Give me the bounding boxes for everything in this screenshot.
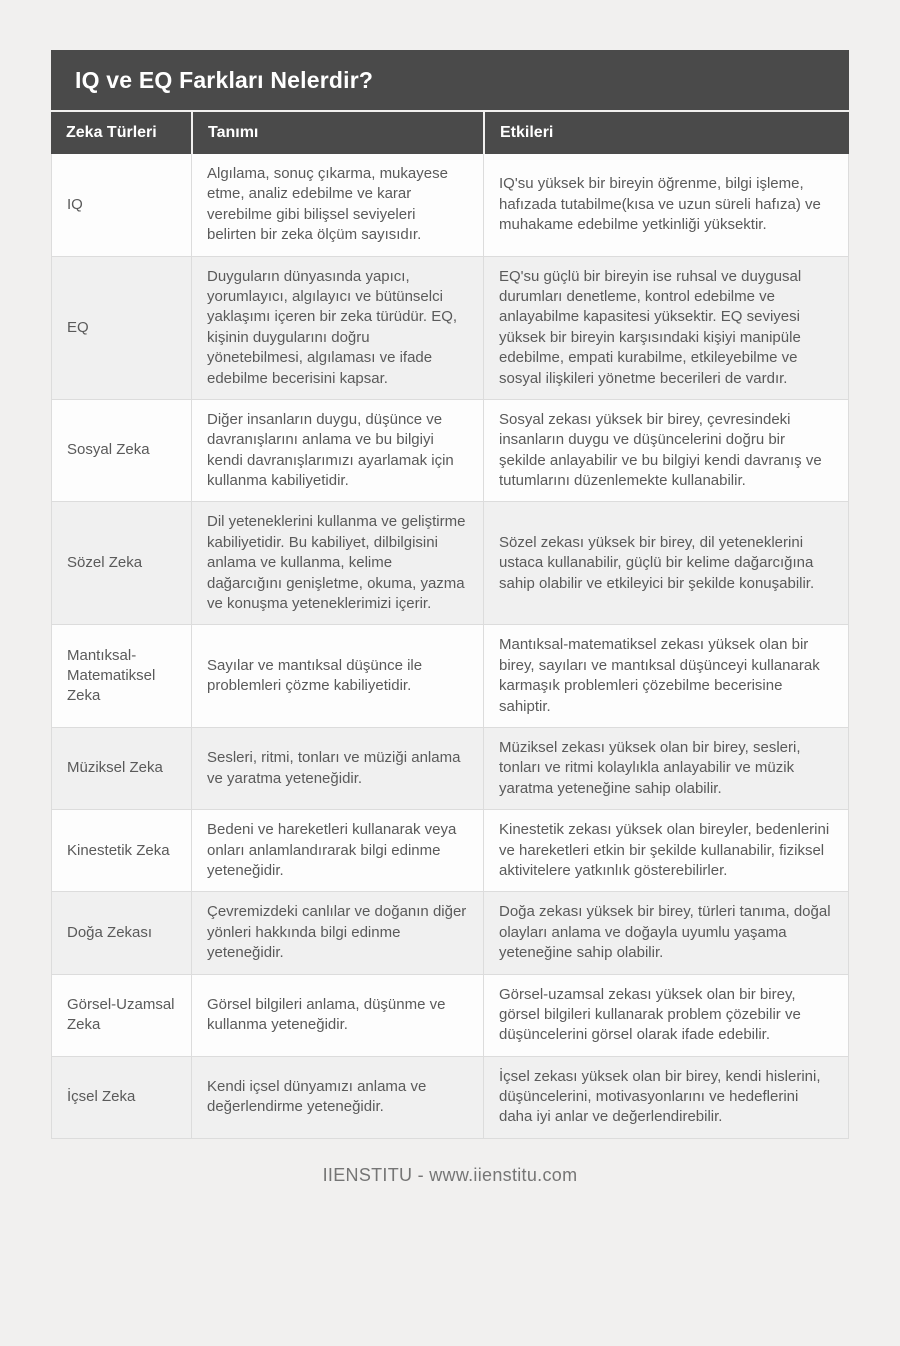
table-row [51,810,849,892]
table-row [51,154,849,257]
definition-cell: Çevremizdeki canlılar ve doğanın diğer yönleri hakkında bilgi edinme yeteneğidir. [191,892,483,974]
effects-cell: Görsel-uzamsal zekası yüksek olan bir birey, görsel bilgileri kullanarak problem çözebilir ve düşüncelerini görsel olarak ifade edebilir. [483,975,849,1057]
intelligence-type-cell: Kinestetik Zeka [51,810,191,892]
footer-credit: IIENSTITU - www.iienstitu.com [322,1164,578,1185]
page-title: IQ ve EQ Farkları Nelerdir? [51,50,849,110]
effects-cell: EQ'su güçlü bir bireyin ise ruhsal ve duygusal durumları denetleme, kontrol edebilme ve anlayabilme kapasitesi yüksektir. EQ seviyesi yüksek bir bireyin karşısındaki kişiyi manipüle edebilme, empati kurabilme, etkileyebilme ve sosyal ilişkileri yönetme becerileri de vardır. [483,257,849,400]
definition-cell: Bedeni ve hareketleri kullanarak veya onları anlamlandırarak bilgi edinme yeteneğidir. [191,810,483,892]
intelligence-type-cell: Görsel-Uzamsal Zeka [51,975,191,1057]
definition-cell: Diğer insanların duygu, düşünce ve davranışlarını anlama ve bu bilgiyi kendi davranışlarımızı ayarlamak için kullanma kabiliyetidir. [191,400,483,503]
intelligence-type-cell: Sözel Zeka [51,502,191,625]
table-header-row [51,112,849,154]
intelligence-type-cell: Sosyal Zeka [51,400,191,503]
column-header-effects: Etkileri [483,112,849,154]
table-row [51,257,849,400]
effects-cell: IQ'su yüksek bir bireyin öğrenme, bilgi işleme, hafızada tutabilme(kısa ve uzun süreli hafıza) ve muhakame edebilme yetkinliği yüksektir. [483,154,849,257]
intelligence-type-cell: Mantıksal-Matematiksel Zeka [51,625,191,728]
definition-cell: Kendi içsel dünyamızı anlama ve değerlendirme yeteneğidir. [191,1057,483,1139]
definition-cell: Sayılar ve mantıksal düşünce ile problemleri çözme kabiliyetidir. [191,625,483,728]
intelligence-type-cell: İçsel Zeka [51,1057,191,1139]
effects-cell: Doğa zekası yüksek bir birey, türleri tanıma, doğal olayları anlama ve doğayla uyumlu yaşama yeteneğine sahip olabilir. [483,892,849,974]
definition-cell: Duyguların dünyasında yapıcı, yorumlayıcı, algılayıcı ve bütünselci yaklaşımı içeren bir zeka türüdür. EQ, kişinin duygularını doğru yönetebilmesi, algılaması ve ifade edebilme becerisini kapsar. [191,257,483,400]
table-row [51,728,849,810]
effects-cell: Mantıksal-matematiksel zekası yüksek olan bir birey, sayıları ve mantıksal düşünceyi kullanarak karmaşık problemleri çözebilme becerisine sahiptir. [483,625,849,728]
table-row [51,892,849,974]
table-row [51,625,849,728]
definition-cell: Görsel bilgileri anlama, düşünme ve kullanma yeteneğidir. [191,975,483,1057]
table-row [51,975,849,1057]
effects-cell: Kinestetik zekası yüksek olan bireyler, bedenlerini ve hareketleri etkin bir şekilde kullanabilir, fiziksel aktivitelere yatkınlık gösterebilirler. [483,810,849,892]
column-header-definition: Tanımı [191,112,483,154]
intelligence-type-cell: Doğa Zekası [51,892,191,974]
page [0,50,900,1346]
definition-cell: Dil yeteneklerini kullanma ve geliştirme kabiliyetidir. Bu kabiliyet, dilbilgisini anlama ve kullanma, kelime dağarcığını genişletme, okuma, yazma ve konuşma yeteneklerimizi içerir. [191,502,483,625]
intelligence-table [51,112,849,1139]
intelligence-type-cell: IQ [51,154,191,257]
intelligence-type-cell: EQ [51,257,191,400]
table-row [51,502,849,625]
effects-cell: İçsel zekası yüksek olan bir birey, kendi hislerini, düşüncelerini, motivasyonlarını ve hedeflerini daha iyi anlar ve değerlendirebilir. [483,1057,849,1139]
column-header-intelligence-types: Zeka Türleri [51,112,191,154]
effects-cell: Müziksel zekası yüksek olan bir birey, sesleri, tonları ve ritmi kolaylıkla anlayabilir ve müzik yaratma yeteneğine sahip olabilir. [483,728,849,810]
table-row [51,1057,849,1139]
definition-cell: Algılama, sonuç çıkarma, mukayese etme, analiz edebilme ve karar verebilme gibi bilişsel seviyeleri belirten bir zeka ölçüm sayısıdır. [191,154,483,257]
intelligence-type-cell: Müziksel Zeka [51,728,191,810]
effects-cell: Sosyal zekası yüksek bir birey, çevresindeki insanların duygu ve düşüncelerini doğru bir şekilde anlayabilir ve bu bilgiyi kendi davranış ve tutumlarını düzenlemekte kullanabilir. [483,400,849,503]
effects-cell: Sözel zekası yüksek bir birey, dil yeteneklerini ustaca kullanabilir, güçlü bir kelime dağarcığına sahip olabilir ve etkileyici bir şekilde konuşabilir. [483,502,849,625]
content-sheet [51,50,849,1186]
definition-cell: Sesleri, ritmi, tonları ve müziği anlama ve yaratma yeteneğidir. [191,728,483,810]
table-row [51,400,849,503]
